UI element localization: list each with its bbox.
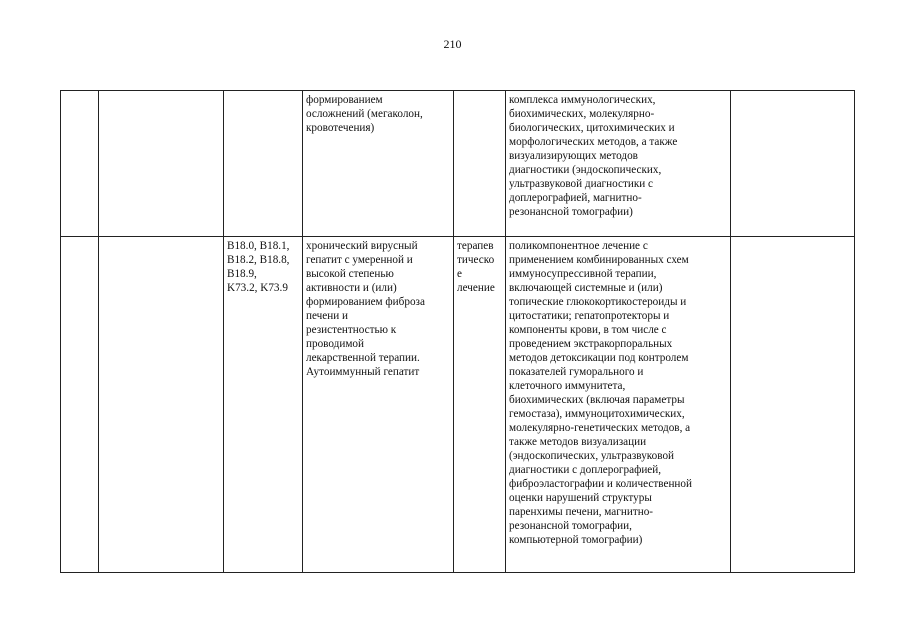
cell-line: формированием фиброза: [306, 296, 425, 308]
cell-line: визуализирующих методов: [509, 150, 638, 162]
cell-line: высокой степенью: [306, 268, 394, 280]
cell-line: включающей системные и (или): [509, 282, 663, 294]
cell-line: применением комбинированных схем: [509, 254, 689, 266]
cell-number: [61, 91, 99, 237]
cell-line: тическо: [457, 254, 495, 266]
table-row: [61, 237, 855, 573]
cell-line: B18.0, B18.1,: [227, 240, 290, 252]
cell-line: хронический вирусный: [306, 240, 418, 252]
cell-line: формированием: [306, 94, 383, 106]
cell-line: лекарственной терапии.: [306, 352, 420, 364]
cell-profile: [99, 237, 224, 573]
cell-line: K73.2, K73.9: [227, 282, 288, 294]
table-row: [61, 91, 855, 237]
cell-line: е: [457, 268, 462, 280]
cell-line: кровотечения): [306, 122, 375, 134]
cell-method: [506, 91, 731, 237]
cell-line: B18.2, B18.8,: [227, 254, 290, 266]
cell-line: проведением экстракорпоральных: [509, 338, 673, 350]
cell-line: B18.9,: [227, 268, 257, 280]
cell-line: комплекса иммунологических,: [509, 94, 656, 106]
cell-line: молекулярно-генетических методов, а: [509, 422, 691, 434]
cell-line: топические глюкокортикостероиды и: [509, 296, 687, 308]
cell-line: диагностики с доплерографией,: [509, 464, 662, 476]
cell-line: паренхимы печени, магнитно-: [509, 506, 654, 518]
cell-line: диагностики (эндоскопических,: [509, 164, 662, 176]
cell-line: показателей гуморального и: [509, 366, 644, 378]
cell-line: поликомпонентное лечение с: [509, 240, 648, 252]
cell-treatment-type: [454, 91, 506, 237]
cell-line: методов детоксикации под контролем: [509, 352, 689, 364]
cell-codes: [224, 91, 303, 237]
cell-line: компьютерной томографии): [509, 534, 643, 546]
cell-profile: [99, 91, 224, 237]
cell-line: доплерографией, магнитно-: [509, 192, 642, 204]
cell-model: [303, 237, 454, 573]
cell-line: резонансной томографии,: [509, 520, 632, 532]
cell-volume: [731, 91, 855, 237]
cell-line: оценки нарушений структуры: [509, 492, 652, 504]
cell-line: (эндоскопических, ультразвуковой: [509, 450, 675, 462]
page-number: 210: [443, 37, 462, 51]
cell-line: осложнений (мегаколон,: [306, 108, 423, 120]
cell-line: терапев: [457, 240, 494, 252]
cell-line: гемостаза), иммуноцитохимических,: [509, 408, 685, 420]
cell-codes: [224, 237, 303, 573]
cell-line: проводимой: [306, 338, 364, 350]
cell-line: биологических, цитохимических и: [509, 122, 675, 134]
cell-line: активности и (или): [306, 282, 397, 294]
cell-line: резонансной томографии): [509, 206, 633, 218]
cell-line: резистентностью к: [306, 324, 397, 336]
cell-line: фиброэластографии и количественной: [509, 478, 692, 490]
cell-line: биохимических, молекулярно-: [509, 108, 655, 120]
cell-line: Аутоиммунный гепатит: [306, 366, 420, 378]
cell-line: компоненты крови, в том числе с: [509, 324, 667, 336]
cell-method: [506, 237, 731, 573]
cell-line: иммуносупрессивной терапии,: [509, 268, 657, 280]
treatment-table: [60, 90, 855, 573]
cell-volume: [731, 237, 855, 573]
cell-number: [61, 237, 99, 573]
cell-line: лечение: [457, 282, 495, 294]
cell-model: [303, 91, 454, 237]
cell-line: печени и: [306, 310, 349, 322]
cell-line: ультразвуковой диагностики с: [509, 178, 654, 190]
cell-line: гепатит с умеренной и: [306, 254, 413, 266]
cell-treatment-type: [454, 237, 506, 573]
cell-line: клеточного иммунитета,: [509, 380, 626, 392]
cell-line: цитостатики; гепатопротекторы и: [509, 310, 670, 322]
cell-line: морфологических методов, а также: [509, 136, 678, 148]
cell-line: биохимических (включая параметры: [509, 394, 685, 406]
cell-line: также методов визуализации: [509, 436, 647, 448]
